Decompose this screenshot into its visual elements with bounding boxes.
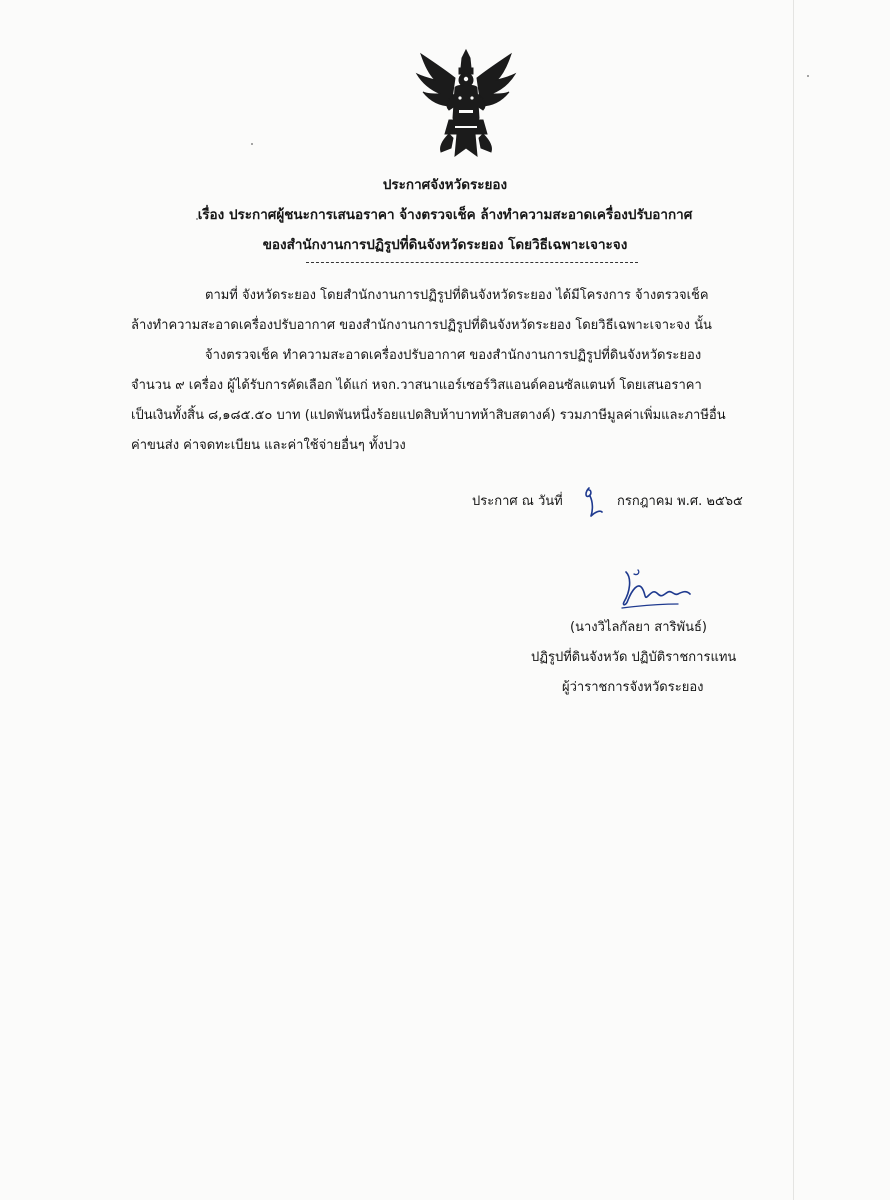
- handwritten-day: [583, 482, 605, 520]
- scan-speck: [196, 218, 198, 220]
- date-prefix: ประกาศ ณ วันที่: [472, 494, 563, 509]
- subject-line-2: ของสำนักงานการปฏิรูปที่ดินจังหวัดระยอง โดยวิธีเฉพาะเจาะจง: [262, 237, 628, 253]
- paragraph-2-line-2: จำนวน ๙ เครื่อง ผู้ได้รับการคัดเลือก ได้แก่ หจก.วาสนาแอร์เซอร์วิสแอนด์คอนซัลแตนท์ โดยเสนอราคา: [131, 378, 702, 393]
- paragraph-1-line-1: ตามที่ จังหวัดระยอง โดยสำนักงานการปฏิรูปที่ดินจังหวัดระยอง ได้มีโครงการ จ้างตรวจเช็ค: [205, 288, 709, 303]
- paragraph-2-line-1: จ้างตรวจเช็ค ทำความสะอาดเครื่องปรับอากาศ ของสำนักงานการปฏิรูปที่ดินจังหวัดระยอง: [205, 348, 702, 363]
- header-divider: [306, 262, 638, 263]
- signature: [608, 568, 696, 616]
- signatory-name: (นางวิไลกัลยา สาริพันธ์): [570, 620, 707, 635]
- subject-line-1: เรื่อง ประกาศผู้ชนะการเสนอราคา จ้างตรวจเช็ค ล้างทำความสะอาดเครื่องปรับอากาศ: [197, 207, 693, 223]
- signatory-office: ผู้ว่าราชการจังหวัดระยอง: [562, 680, 704, 695]
- garuda-emblem-icon: [415, 48, 517, 158]
- scan-speck: [251, 143, 253, 145]
- paragraph-2-line-3: เป็นเงินทั้งสิ้น ๘,๑๘๕.๕๐ บาท (แปดพันหนึ่งร้อยแปดสิบห้าบาทห้าสิบสตางค์) รวมภาษีมูลค่าเพิ่มและภาษีอื่น: [131, 408, 726, 423]
- date-month-year: กรกฎาคม พ.ศ. ๒๕๖๕: [617, 494, 743, 509]
- paragraph-1-line-2: ล้างทำความสะอาดเครื่องปรับอากาศ ของสำนักงานการปฏิรูปที่ดินจังหวัดระยอง โดยวิธีเฉพาะเจาะจง นั้น: [131, 318, 712, 333]
- signatory-position: ปฏิรูปที่ดินจังหวัด ปฏิบัติราชการแทน: [531, 650, 737, 665]
- paragraph-2-line-4: ค่าขนส่ง ค่าจดทะเบียน และค่าใช้จ่ายอื่นๆ ทั้งปวง: [131, 438, 406, 453]
- document-title: ประกาศจังหวัดระยอง: [382, 177, 508, 193]
- scan-speck: [807, 75, 809, 77]
